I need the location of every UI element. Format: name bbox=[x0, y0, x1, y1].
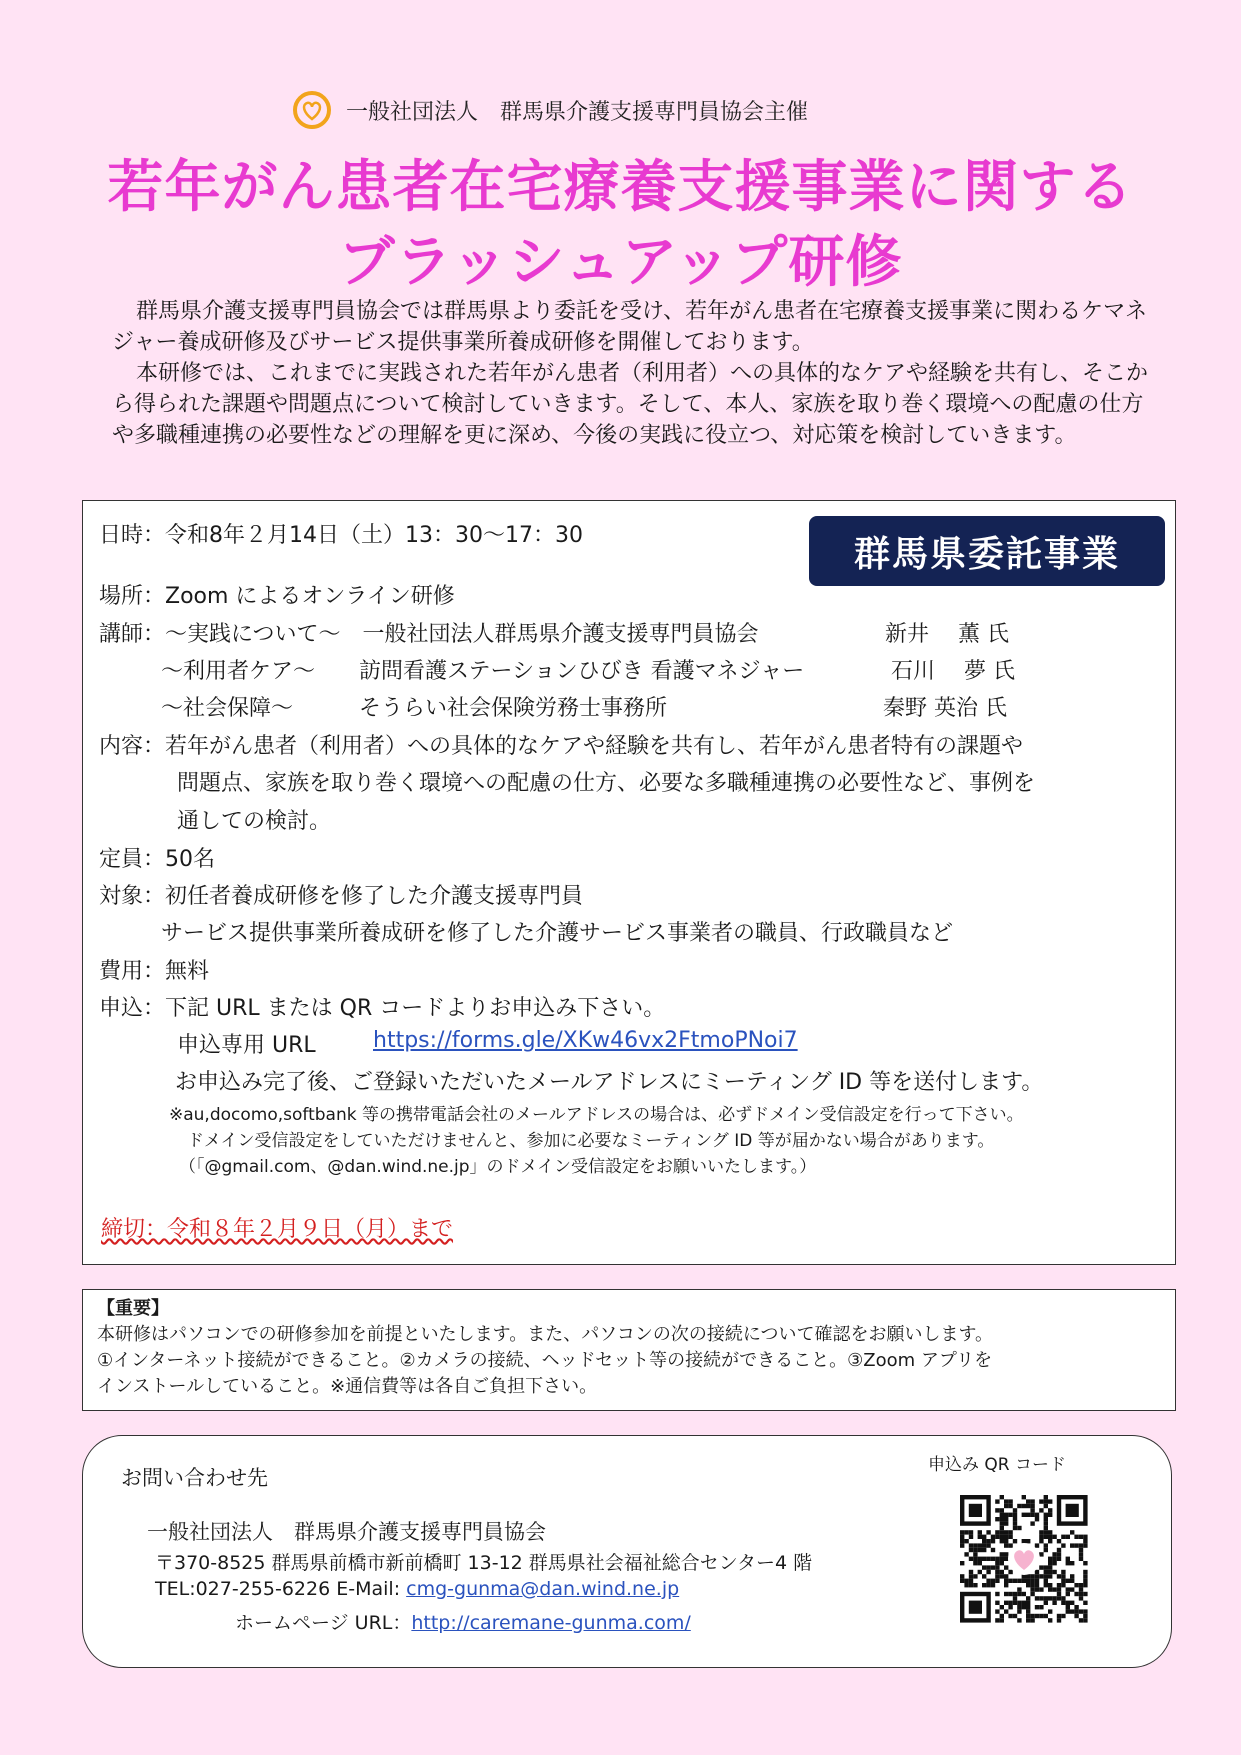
lecturer-3-topic: ～社会保障～ そうらい社会保険労務士事務所 bbox=[161, 696, 668, 721]
deadline-line: 締切：令和８年２月９日（月）まで bbox=[101, 1217, 454, 1242]
contact-org: 一般社団法人 群馬県介護支援専門員協会 bbox=[147, 1520, 546, 1544]
contact-tel-email-label: TEL:027-255-6226 E-Mail: bbox=[155, 1578, 407, 1600]
qr-code-icon bbox=[953, 1488, 1095, 1630]
note-line-2: ドメイン受信設定をしていただけませんと、参加に必要なミーティング ID 等が届かない場合があります。 bbox=[187, 1131, 995, 1151]
note-line-1: ※au,docomo,softbank 等の携帯電話会社のメールアドレスの場合は、必ずドメイン受信設定を行って下さい。 bbox=[169, 1105, 1024, 1125]
content-line-2: 問題点、家族を取り巻く環境への配慮の仕方、必要な多職種連携の必要性など、事例を bbox=[177, 771, 1036, 796]
apply-url-label: 申込専用 URL bbox=[177, 1033, 316, 1058]
apply-line-3: お申込み完了後、ご登録いただいたメールアドレスにミーティング ID 等を送付します。 bbox=[175, 1070, 1044, 1095]
homepage-link[interactable]: http://caremane-gunma.com/ bbox=[411, 1612, 691, 1634]
content-line-1: 内容：若年がん患者（利用者）への具体的なケアや経験を共有し、若年がん患者特有の課題や bbox=[99, 734, 1024, 759]
target-line-2: サービス提供事業所養成研を修了した介護サービス事業者の職員、行政職員など bbox=[161, 921, 954, 946]
place-line: 場所：Zoom によるオンライン研修 bbox=[99, 584, 455, 609]
commission-badge: 群馬県委託事業 bbox=[809, 516, 1165, 586]
important-box bbox=[82, 1289, 1176, 1411]
content-line-3: 通しての検討。 bbox=[177, 809, 332, 834]
intro-paragraph-2: 本研修では、これまでに実践された若年がん患者（利用者）への具体的なケアや経験を共有し、そこから得られた課題や問題点について検討していきます。そして、本人、家族を取り巻く環境への配慮の仕方や多職種連携の必要性などの理解を更に深め、今後の実践に役立つ、対応策を検討していきます。 bbox=[112, 361, 1149, 448]
contact-email-link[interactable]: cmg-gunma@dan.wind.ne.jp bbox=[406, 1578, 680, 1600]
contact-address: 〒370-8525 群馬県前橋市新前橋町 13-12 群馬県社会福祉総合センター4 階 bbox=[155, 1552, 813, 1574]
page-title-line1: 若年がん患者在宅療養支援事業に関する bbox=[107, 155, 1134, 220]
intro-paragraph-1: 群馬県介護支援専門員協会では群馬県より委託を受け、若年がん患者在宅療養支援事業に関わるケマネジャー養成研修及びサービス提供事業所養成研修を開催しております。 bbox=[112, 299, 1148, 355]
lecturer-2-name: 石川 夢 氏 bbox=[891, 659, 1015, 684]
important-line-3: インストールしていること。※通信費等は各自ご負担下さい。 bbox=[97, 1376, 598, 1397]
important-line-1: 本研修はパソコンでの研修参加を前提といたします。また、パソコンの次の接続について確認をお願いします。 bbox=[97, 1324, 994, 1345]
contact-heading: お問い合わせ先 bbox=[121, 1466, 268, 1490]
important-heading: 【重要】 bbox=[97, 1298, 169, 1319]
important-line-2: ①インターネット接続ができること。②カメラの接続、ヘッドセット等の接続ができること。③Zoom アプリを bbox=[97, 1350, 993, 1371]
details-box bbox=[82, 500, 1176, 1265]
capacity-line: 定員：50名 bbox=[99, 847, 215, 872]
target-line-1: 対象：初任者養成研修を修了した介護支援専門員 bbox=[99, 884, 584, 909]
organizer-line bbox=[292, 90, 992, 130]
lecturer-1-name: 新井 薫 氏 bbox=[885, 622, 1009, 647]
page-title-line2: ブラッシュアップ研修 bbox=[338, 230, 903, 295]
lecturer-2-topic: ～利用者ケア～ 訪問看護ステーションひびき 看護マネジャー bbox=[161, 659, 805, 684]
homepage-label: ホームページ URL： bbox=[235, 1612, 412, 1634]
apply-line-1: 申込：下記 URL または QR コードよりお申込み下さい。 bbox=[99, 996, 666, 1021]
intro-text bbox=[112, 296, 1152, 451]
qr-code-image[interactable] bbox=[953, 1488, 1095, 1630]
contact-box bbox=[82, 1435, 1172, 1668]
datetime-line: 日時：令和8年２月14日（土）13：30～17：30 bbox=[99, 523, 583, 548]
organizer-text: 一般社団法人 群馬県介護支援専門員協会主催 bbox=[346, 99, 809, 125]
fee-line: 費用：無料 bbox=[99, 959, 210, 984]
lecturer-3-name: 秦野 英治 氏 bbox=[883, 696, 1007, 721]
qr-code-label: 申込み QR コード bbox=[928, 1455, 1067, 1475]
apply-url-link[interactable]: https://forms.gle/XKw46vx2FtmoPNoi7 bbox=[373, 1028, 798, 1053]
lecturer-1-topic: 講師：～実践について～ 一般社団法人群馬県介護支援専門員協会 bbox=[99, 622, 759, 647]
association-logo-icon bbox=[292, 90, 332, 130]
note-line-3: （「@gmail.com、@dan.wind.ne.jp」のドメイン受信設定をお願いいたします。） bbox=[179, 1157, 817, 1177]
